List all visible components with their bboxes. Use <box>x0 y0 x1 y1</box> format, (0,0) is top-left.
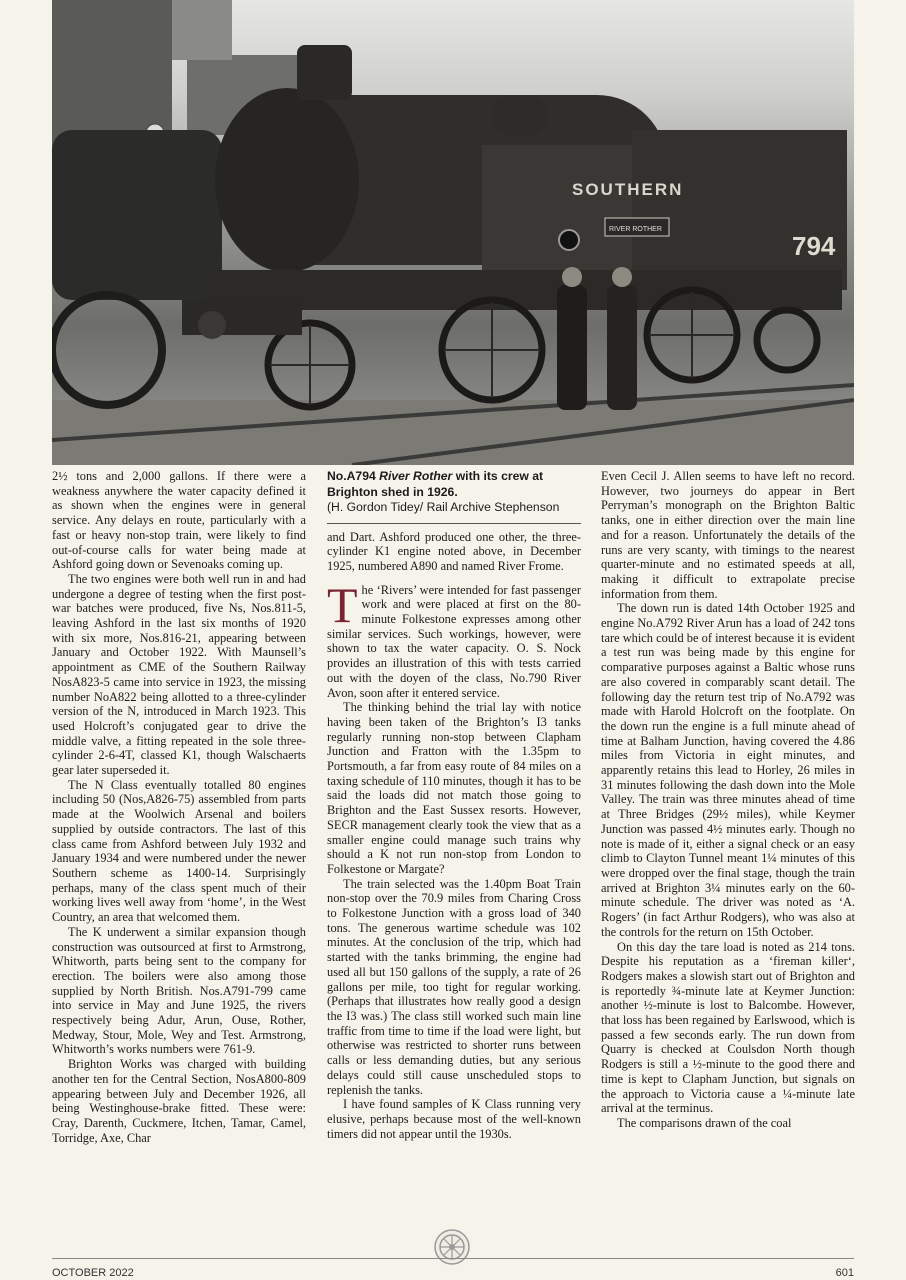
locomotive-photo <box>52 0 854 465</box>
locomotive-illustration <box>52 0 854 465</box>
article-column-3 <box>601 469 855 1131</box>
page-number: 601 <box>835 1267 854 1279</box>
drop-cap: T <box>327 576 358 633</box>
paragraph: The down run is dated 14th October 1925 and engine No.A792 River Arun has a load of 242 tons tare which could be of interest because it is evident a test run was being made by this engine for comparative purposes against a Baltic whose runs are also covered in comparably scant detail. The following day the return test trip of No.A792 was made with Harold Holcroft on the footplate. On the down run the engine is a full minute ahead of time at Balham Junction, having covered the 4.86 miles from Victoria in eight minutes, and apparently retains this lead to Horley, 26 miles in 31 minutes following the dash down into the Mole Valley. The train was three minutes ahead of time at Three Bridges (29½ miles), while Keymer Junction was passed 4½ minutes early. Though no note is made of it, either a signal check or an easy climb to Clayton Tunnel meant 1¼ minutes of this were dropped over the final stage, though the train arrived at Brighton 3¼ minutes early on the 60-minute schedule. The driver was noted as ‘A. Rogers’ (in fact Arthur Rodgers), who was also at the controls for the return on 15th October. <box>601 601 855 939</box>
paragraph: The thinking behind the trial lay with notice having been taken of the Brighton’s I3 tanks regularly running non-stop between Clapham Junction and Fratton with the 1.35pm to Portsmouth, a far from easy route of 84 miles on a taxing schedule of 110 minutes, though it has to be said the loads did not match those going to Brighton and the East Sussex resorts. However, SECR management clearly took the view that as a smaller engine could manage such trains why should a K not run non-stop from London to Folkestone or Margate? <box>327 700 581 876</box>
paragraph: 2½ tons and 2,000 gallons. If there were a weakness anywhere the water capacity defined it as shown when the engines were in general service. Any delays en route, particularly with a fast or heavy non-stop train, were likely to find out-of-course calls for water being made at Ashford going down or Sevenoaks coming up. <box>52 469 306 572</box>
caption-title-prefix: No.A794 <box>327 469 380 483</box>
caption-credit: (H. Gordon Tidey/ Rail Archive Stephenson <box>327 500 560 514</box>
caption-title-suffix: with its crew at Brighton shed in 1926. <box>327 469 544 499</box>
name-board: RIVER ROTHER <box>609 226 662 233</box>
photo-caption <box>327 469 581 524</box>
paragraph: and Dart. Ashford produced one other, the three-cylinder K1 engine noted above, in December 1925, numbered A890 and named River Frome. <box>327 529 581 573</box>
paragraph: Brighton Works was charged with building another ten for the Central Section, NosA800-809 appearing between July and December 1926, all being Westinghouse-brake fitted. These were: Cray, Darenth, Cuckmere, Itchen, Tamar, Camel, Torridge, Axe, Char <box>52 1057 306 1145</box>
paragraph: On this day the tare load is noted as 214 tons. Despite his reputation as a ‘fireman killer‘, Rodgers makes a slowish start out of Brighton and is reportedly ¾-minute late at Keymer Junction: another ½-minute is lost to Balcombe. However, that loss has been regained by Earlswood, which is passed a few seconds early. The run down from Quarry is checked at Coulsdon North though Rodgers is still a ½-minute to the good there and time is kept to Clapham Junction, but signals on the approach to Victoria cause a ¼-minute late arrival at the terminus. <box>601 939 855 1116</box>
page-footer <box>52 1258 854 1279</box>
paragraph: Even Cecil J. Allen seems to have left no record. However, two journeys do appear in Bert Perryman’s monograph on the Brighton Baltic tanks, one in either direction over the main line and for a reason. Unfortunately the details of the runs are very scanty, with timings to the nearest quarter-minute and no estimated speeds at all, making it difficult to extrapolate precise information from them. <box>601 469 855 601</box>
article-column-2 <box>327 469 581 1141</box>
paragraph: The comparisons drawn of the coal <box>617 1115 792 1130</box>
paragraph: The N Class eventually totalled 80 engines including 50 (Nos,A826-75) assembled from parts made at the Woolwich Arsenal and boilers supplied by outside contractors. The last of this class came from Ashford between July 1932 and January 1934 and were numbered under the newer Southern scheme as 1400-14. Surprisingly perhaps, many of the class spent much of their working lives well away from ‘home’, in the West Country, an area that welcomed them. <box>52 777 306 925</box>
issue-date: OCTOBER 2022 <box>52 1267 134 1279</box>
caption-loco-name: River Rother <box>379 469 453 483</box>
wheel-logo-icon <box>433 1228 471 1266</box>
paragraph-text: he ‘Rivers’ were intended for fast passenger work and were placed at first on the 80-minute Folkestone expresses among other similar services. Such workings, however, were shown to tax the water capacity. O. S. Nock provides an illustration of this with tests carried out with the doyen of the class, No.790 River Avon, soon after it entered service. <box>327 582 581 700</box>
article-column-1 <box>52 469 306 1145</box>
paragraph: The K underwent a similar expansion though construction was outsourced at first to Armstrong, Whitworth, parts being sent to the company for erection. The boilers were also among those supplied by North British. Nos.A791-799 came into service in May and June 1925, the rivers respectively being Adur, Arun, Ouse, Rother, Medway, Stour, Mole, Wey and Test. Armstrong, Whitworth’s works numbers were 761-9. <box>52 924 306 1057</box>
loco-number: 794 <box>792 231 836 261</box>
paragraph: I have found samples of K Class running very elusive, perhaps because most of the well-known timers did not appear until the 1930s. <box>327 1097 581 1141</box>
paragraph-dropcap <box>327 576 581 701</box>
southern-lettering: SOUTHERN <box>572 180 684 199</box>
paragraph: The train selected was the 1.40pm Boat Train non-stop over the 70.9 miles from Charing Cross to Folkestone Junction with a gross load of 340 tons. The generous wartime schedule was 102 minutes. At the conclusion of the trip, which had started with the tanks brimming, the engine had used all but 150 gallons of the supply, a rate of 26 gallons per mile, too tight for regular working. (Perhaps that illustrates how really good a design the I3 was.) The class still worked such main line traffic from time to time if the load were light, but otherwise was restricted to shorter runs between calls or less demanding duties, but any serious delays could still cause unscheduled stops to replenish the tanks. <box>327 876 581 1097</box>
paragraph: The two engines were both well run in and had undergone a degree of testing when the first post-war batches were produced, five Ns, Nos.811-5, leaving Ashford in the last six months of 1920 with six more, Nos.816-21, appearing between January and October 1922. With Maunsell’s appointment as CME of the Southern Railway NosA823-5 came into service in 1923, the missing number NoA822 being allotted to a three-cylinder version of the N, introduced in March 1923. This used Holcroft’s conjugated gear to drive the middle valve, a fitting repeated in the sole three-cylinder 2-6-4T, classed K1, though Walschaerts gear later superseded it. <box>52 571 306 778</box>
